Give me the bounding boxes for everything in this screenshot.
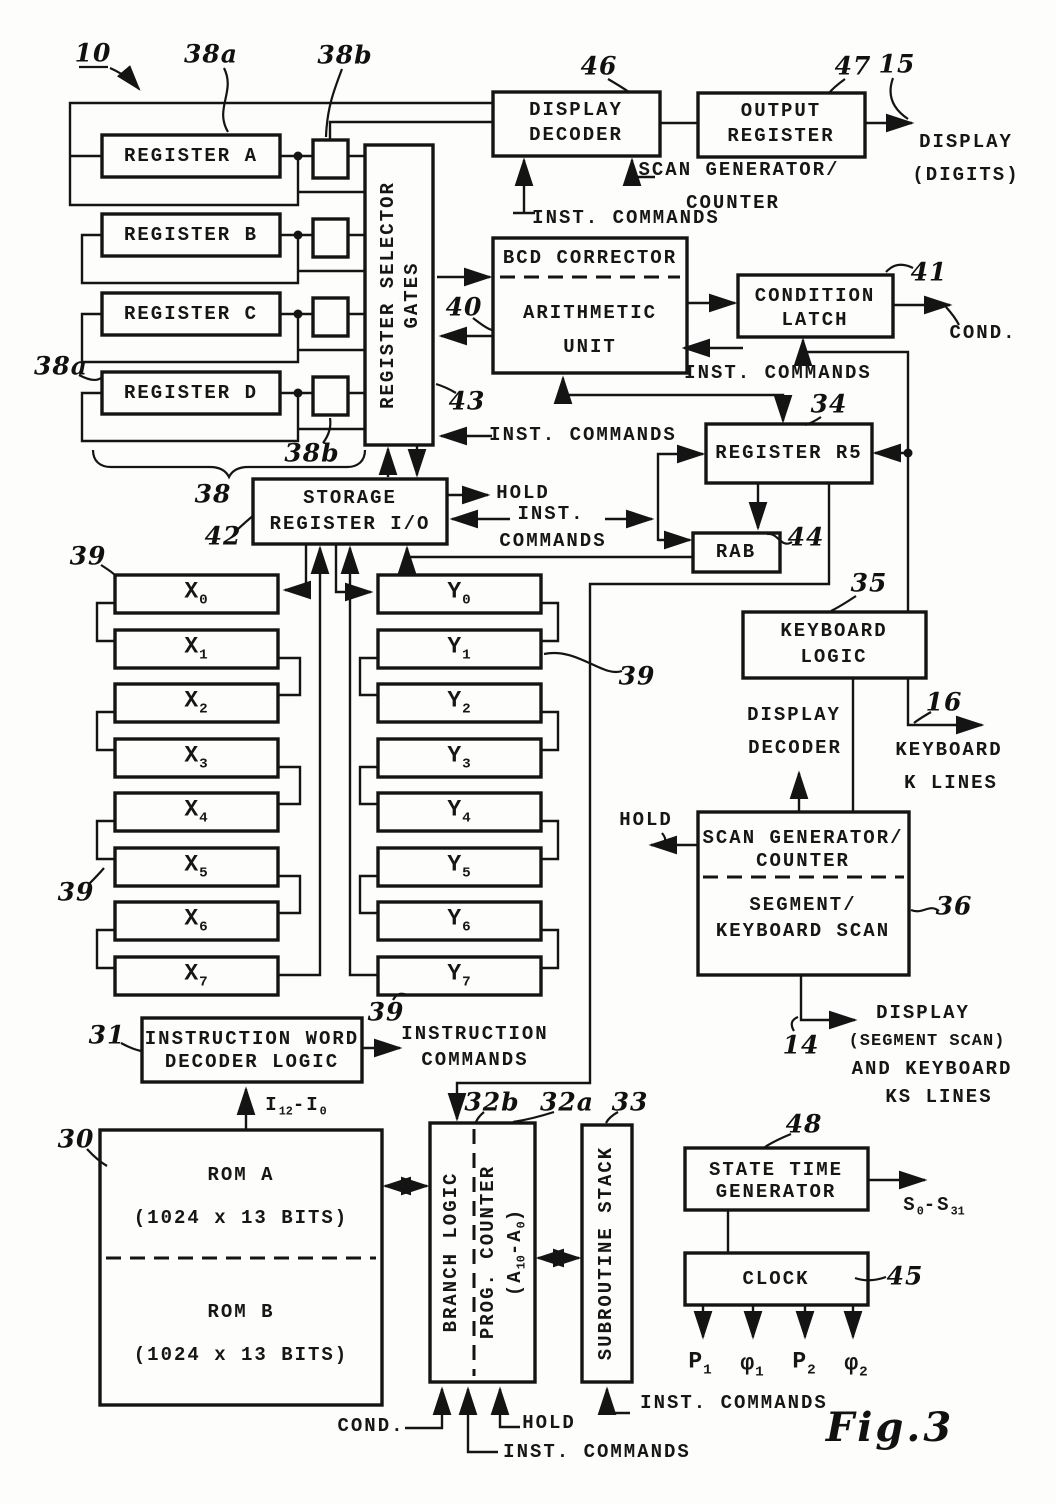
arithmetic-unit-label-2: UNIT — [563, 336, 617, 359]
register-selector-gates-label-2: GATES — [401, 261, 424, 329]
instruction-commands-out-label-1: INSTRUCTION — [401, 1023, 549, 1046]
storage-register-io-label-2: REGISTER I/O — [269, 513, 431, 536]
segment-scan-label-2: KEYBOARD SCAN — [715, 920, 891, 943]
segment-scan-label-1: SEGMENT/ — [749, 894, 857, 917]
rom-b-size-label: (1024 x 13 BITS) — [133, 1344, 349, 1367]
state-time-generator-label-1: STATE TIME — [708, 1159, 844, 1182]
clock-output-p2-label: $P_2$ — [792, 1348, 816, 1379]
cond-out-label: COND. — [949, 322, 1017, 345]
clock-output-p1-label: $P_1$ — [688, 1348, 712, 1379]
x7-register-label: $X_7$ — [184, 960, 208, 991]
y5-register-label: $Y_5$ — [447, 851, 471, 882]
y7-register-label: $Y_7$ — [447, 960, 471, 991]
ref-39-left: 39 — [57, 877, 95, 907]
register-b-label: REGISTER B — [123, 224, 259, 247]
y1-register-label: $Y_1$ — [447, 633, 471, 664]
ref-40: 40 — [445, 292, 483, 322]
instruction-word-decoder-label-1: INSTRUCTION WORD — [144, 1028, 360, 1051]
bcd-corrector-label: BCD CORRECTOR — [502, 247, 678, 270]
clock-label: CLOCK — [742, 1268, 810, 1291]
display-decoder-label-2: DECODER — [529, 124, 623, 147]
ref-32a: 32a — [540, 1087, 594, 1117]
register-selector-gates-label-1: REGISTER SELECTOR — [377, 181, 400, 409]
y3-register-label: $Y_3$ — [447, 742, 471, 773]
instruction-commands-out-label-2: COMMANDS — [421, 1049, 529, 1072]
keyboard-k-lines-label-1: KEYBOARD — [895, 739, 1003, 762]
ref-33: 33 — [611, 1087, 649, 1117]
y0-register-label: $Y_0$ — [447, 578, 471, 609]
x6-register-label: $X_6$ — [184, 905, 208, 936]
inst-commands-branch-label: INST. COMMANDS — [503, 1441, 691, 1464]
clock-output-phi1-label: $\varphi_1$ — [740, 1350, 764, 1381]
register-r5-label: REGISTER R5 — [715, 442, 863, 465]
scan-gen-top-label-1: SCAN GENERATOR/ — [638, 159, 840, 182]
ref-38a-left: 38a — [34, 351, 88, 381]
s0-s31-label: $S_0-S_{31}$ — [903, 1193, 965, 1219]
inst-commands-storage-label-2: COMMANDS — [499, 530, 607, 553]
ref-39-topleft: 39 — [69, 541, 107, 571]
ref-45: 45 — [886, 1261, 924, 1291]
rom-a-label: ROM A — [207, 1164, 275, 1187]
subroutine-stack-label: SUBROUTINE STACK — [595, 1145, 618, 1361]
prog-counter-label: PROG. COUNTER — [477, 1164, 500, 1340]
output-register-label-1: OUTPUT — [740, 100, 822, 123]
cond-in-label: COND. — [337, 1415, 405, 1438]
ref-15: 15 — [878, 49, 916, 79]
display-segment-label-4: KS LINES — [885, 1086, 993, 1109]
ref-47: 47 — [834, 51, 872, 81]
clock-output-phi2-label: $\varphi_2$ — [844, 1350, 868, 1381]
hold-branch-label: HOLD — [522, 1412, 576, 1435]
ref-39-bottom: 39 — [367, 997, 405, 1027]
x1-register-label: $X_1$ — [184, 633, 208, 664]
y6-register-label: $Y_6$ — [447, 905, 471, 936]
condition-latch-label-1: CONDITION — [754, 285, 876, 308]
display-digits-label-1: DISPLAY — [919, 131, 1013, 154]
x5-register-label: $X_5$ — [184, 851, 208, 882]
ref-38b-bottom: 38b — [284, 438, 340, 468]
x3-register-label: $X_3$ — [184, 742, 208, 773]
rom-a-size-label: (1024 x 13 BITS) — [133, 1207, 349, 1230]
ref-38: 38 — [194, 479, 232, 509]
display-decoder-link-label-1: DISPLAY — [747, 704, 841, 727]
scan-generator-label-2: COUNTER — [756, 850, 850, 873]
x2-register-label: $X_2$ — [184, 687, 208, 718]
display-segment-label-2: (SEGMENT SCAN) — [848, 1032, 1006, 1052]
inst-commands-stack-label: INST. COMMANDS — [640, 1392, 828, 1415]
inst-commands-selector-label: INST. COMMANDS — [489, 424, 677, 447]
rab-label: RAB — [715, 541, 757, 564]
ref-38b-top: 38b — [317, 40, 373, 70]
instruction-word-decoder-label-2: DECODER LOGIC — [164, 1051, 340, 1074]
ref-39-right: 39 — [618, 661, 656, 691]
i12-i0-label: $I_{12}-I_0$ — [265, 1093, 327, 1119]
display-decoder-link-label-2: DECODER — [748, 737, 842, 760]
hold-storage-label: HOLD — [496, 482, 550, 505]
register-a-label: REGISTER A — [123, 145, 259, 168]
display-segment-label-1: DISPLAY — [876, 1002, 970, 1025]
hold-scan-label: HOLD — [619, 809, 673, 832]
x0-register-label: $X_0$ — [184, 578, 208, 609]
branch-logic-label: BRANCH LOGIC — [440, 1171, 463, 1333]
ref-43: 43 — [448, 386, 486, 416]
ref-42: 42 — [204, 521, 242, 551]
inst-commands-latch-label: INST. COMMANDS — [684, 362, 872, 385]
inst-commands-top-label: INST. COMMANDS — [532, 207, 720, 230]
ref-38a-top: 38a — [184, 39, 238, 69]
y2-register-label: $Y_2$ — [447, 687, 471, 718]
display-decoder-label-1: DISPLAY — [529, 99, 623, 122]
display-segment-label-3: AND KEYBOARD — [851, 1058, 1013, 1081]
y4-register-label: $Y_4$ — [447, 796, 471, 827]
register-c-label: REGISTER C — [123, 303, 259, 326]
keyboard-logic-label-2: LOGIC — [800, 646, 868, 669]
ref-31: 31 — [88, 1020, 126, 1050]
keyboard-k-lines-label-2: K LINES — [904, 772, 998, 795]
ref-30: 30 — [57, 1124, 95, 1154]
rom-b-label: ROM B — [207, 1301, 275, 1324]
arithmetic-unit-label-1: ARITHMETIC — [522, 302, 658, 325]
scan-gen-top-label-2: COUNTER — [686, 192, 780, 215]
ref-35: 35 — [850, 568, 888, 598]
ref-46: 46 — [580, 51, 618, 81]
inst-commands-storage-label-1: INST. — [517, 503, 585, 526]
ref-36: 36 — [935, 891, 973, 921]
ref-34: 34 — [810, 389, 848, 419]
ref-14: 14 — [782, 1030, 820, 1060]
ref-32b: 32b — [464, 1087, 520, 1117]
x4-register-label: $X_4$ — [184, 796, 208, 827]
keyboard-logic-label-1: KEYBOARD — [780, 620, 888, 643]
ref-48: 48 — [785, 1109, 823, 1139]
figure-caption: Fig.3 — [825, 1404, 955, 1451]
storage-register-io-label-1: STORAGE — [303, 487, 397, 510]
prog-counter-range-label: $(A_{10}-A_0)$ — [503, 1207, 529, 1297]
display-digits-label-2: (DIGITS) — [912, 164, 1020, 187]
ref-44: 44 — [787, 522, 825, 552]
register-d-label: REGISTER D — [123, 382, 259, 405]
output-register-label-2: REGISTER — [727, 125, 835, 148]
ref-41: 41 — [910, 257, 948, 287]
condition-latch-label-2: LATCH — [781, 309, 849, 332]
scan-generator-label-1: SCAN GENERATOR/ — [702, 827, 904, 850]
state-time-generator-label-2: GENERATOR — [715, 1181, 837, 1204]
ref-16: 16 — [925, 687, 963, 717]
ref-10: 10 — [74, 38, 112, 68]
